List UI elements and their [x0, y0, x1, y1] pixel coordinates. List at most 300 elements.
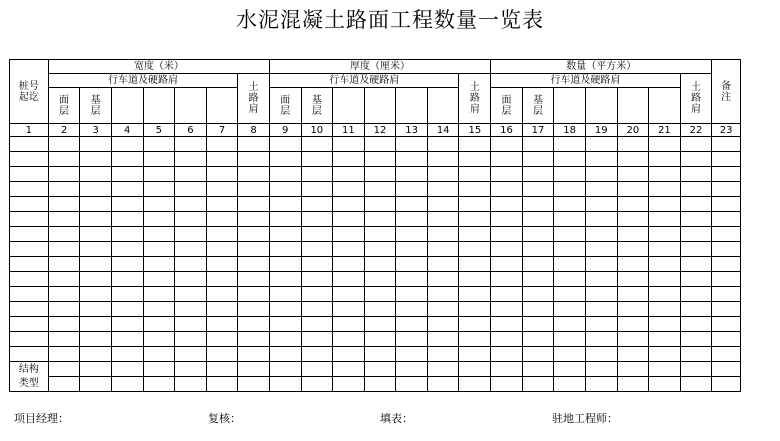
table-cell	[554, 347, 586, 362]
table-cell	[554, 302, 586, 317]
table-cell	[554, 152, 586, 167]
table-cell	[111, 302, 143, 317]
table-cell	[459, 212, 491, 227]
layer-column-header	[269, 88, 301, 124]
table-cell	[48, 317, 80, 332]
table-cell	[554, 227, 586, 242]
table-cell	[649, 167, 681, 182]
table-cell	[617, 167, 649, 182]
column-number: 7	[206, 124, 238, 137]
table-cell	[143, 302, 175, 317]
table-cell	[459, 347, 491, 362]
table-cell	[269, 197, 301, 212]
table-cell	[10, 317, 49, 332]
table-cell	[269, 332, 301, 347]
table-cell	[712, 347, 741, 362]
table-cell	[585, 377, 617, 392]
table-cell	[269, 317, 301, 332]
table-cell	[206, 377, 238, 392]
structure-type-row	[10, 377, 741, 392]
table-cell	[712, 377, 741, 392]
empty-column-header	[143, 88, 175, 124]
table-cell	[649, 317, 681, 332]
layer-label: 面层	[59, 94, 70, 117]
table-cell	[712, 272, 741, 287]
table-cell	[585, 272, 617, 287]
column-number: 15	[459, 124, 491, 137]
column-number: 17	[522, 124, 554, 137]
layer-label: 面层	[280, 94, 291, 117]
table-cell	[364, 167, 396, 182]
empty-column-header	[333, 88, 365, 124]
table-cell	[491, 242, 523, 257]
quantity-group-header: 数量（平方米）	[491, 60, 712, 74]
table-cell	[554, 197, 586, 212]
table-cell	[649, 182, 681, 197]
table-cell	[396, 197, 428, 212]
table-cell	[48, 167, 80, 182]
table-cell	[491, 197, 523, 212]
table-cell	[680, 272, 712, 287]
table-cell	[649, 242, 681, 257]
table-cell	[175, 242, 207, 257]
table-cell	[175, 227, 207, 242]
remarks-header: 备注	[712, 60, 741, 124]
table-cell	[238, 317, 270, 332]
table-cell	[522, 317, 554, 332]
table-cell	[269, 167, 301, 182]
table-cell	[111, 182, 143, 197]
table-cell	[10, 227, 49, 242]
empty-column-header	[649, 88, 681, 124]
station-header: 桩号起讫	[10, 60, 49, 124]
table-cell	[649, 302, 681, 317]
table-cell	[111, 347, 143, 362]
lane-subheader: 行车道及硬路肩	[48, 74, 238, 88]
table-cell	[491, 212, 523, 227]
table-cell	[175, 152, 207, 167]
empty-column-header	[111, 88, 143, 124]
column-number: 18	[554, 124, 586, 137]
table-cell	[333, 167, 365, 182]
column-number: 10	[301, 124, 333, 137]
table-cell	[10, 197, 49, 212]
table-cell	[269, 212, 301, 227]
table-cell	[238, 242, 270, 257]
signature-project-manager: 项目经理：	[14, 412, 69, 425]
table-cell	[48, 362, 80, 377]
column-number: 20	[617, 124, 649, 137]
column-number: 6	[175, 124, 207, 137]
table-cell	[617, 347, 649, 362]
table-cell	[712, 257, 741, 272]
table-cell	[143, 167, 175, 182]
table-cell	[522, 167, 554, 182]
table-cell	[680, 197, 712, 212]
table-cell	[649, 197, 681, 212]
table-cell	[459, 362, 491, 377]
table-cell	[522, 197, 554, 212]
table-cell	[491, 257, 523, 272]
table-cell	[364, 302, 396, 317]
column-number: 9	[269, 124, 301, 137]
table-cell	[364, 287, 396, 302]
table-cell	[396, 242, 428, 257]
table-cell	[333, 227, 365, 242]
table-cell	[712, 212, 741, 227]
table-cell	[680, 167, 712, 182]
table-cell	[48, 377, 80, 392]
table-cell	[491, 137, 523, 152]
table-cell	[175, 167, 207, 182]
table-cell	[301, 362, 333, 377]
table-cell	[143, 257, 175, 272]
table-cell	[333, 242, 365, 257]
table-cell	[364, 212, 396, 227]
table-cell	[491, 182, 523, 197]
header-sub-row	[10, 74, 741, 88]
table-cell	[206, 197, 238, 212]
table-cell	[206, 362, 238, 377]
table-cell	[459, 197, 491, 212]
table-cell	[143, 182, 175, 197]
table-cell	[585, 197, 617, 212]
soil-shoulder-header	[238, 74, 270, 124]
table-cell	[206, 302, 238, 317]
layer-column-header	[491, 88, 523, 124]
table-cell	[48, 332, 80, 347]
table-cell	[269, 362, 301, 377]
table-cell	[459, 287, 491, 302]
table-cell	[269, 347, 301, 362]
width-group-header: 宽度（米）	[48, 60, 269, 74]
table-cell	[649, 377, 681, 392]
table-cell	[333, 287, 365, 302]
table-cell	[712, 332, 741, 347]
table-cell	[48, 287, 80, 302]
table-cell	[301, 137, 333, 152]
table-cell	[617, 287, 649, 302]
table-cell	[712, 242, 741, 257]
table-cell	[333, 197, 365, 212]
table-cell	[491, 227, 523, 242]
table-cell	[111, 137, 143, 152]
table-cell	[522, 287, 554, 302]
table-row	[10, 212, 741, 227]
table-row	[10, 302, 741, 317]
table-cell	[48, 197, 80, 212]
table-cell	[712, 227, 741, 242]
table-cell	[554, 317, 586, 332]
table-cell	[238, 137, 270, 152]
table-cell	[522, 332, 554, 347]
table-cell	[396, 317, 428, 332]
table-cell	[111, 242, 143, 257]
table-cell	[617, 137, 649, 152]
table-cell	[427, 377, 459, 392]
table-cell	[712, 302, 741, 317]
table-cell	[301, 272, 333, 287]
table-cell	[554, 167, 586, 182]
table-cell	[80, 167, 112, 182]
column-number: 1	[10, 124, 49, 137]
table-cell	[175, 257, 207, 272]
table-cell	[238, 182, 270, 197]
table-cell	[491, 332, 523, 347]
table-cell	[427, 167, 459, 182]
table-cell	[206, 212, 238, 227]
table-cell	[333, 272, 365, 287]
table-cell	[680, 347, 712, 362]
table-cell	[10, 137, 49, 152]
table-cell	[111, 227, 143, 242]
table-cell	[206, 287, 238, 302]
table-cell	[585, 242, 617, 257]
table-cell	[175, 377, 207, 392]
table-cell	[617, 182, 649, 197]
table-cell	[554, 287, 586, 302]
table-cell	[585, 347, 617, 362]
table-cell	[617, 317, 649, 332]
table-cell	[143, 377, 175, 392]
column-number: 5	[143, 124, 175, 137]
table-cell	[427, 332, 459, 347]
table-cell	[649, 347, 681, 362]
table-cell	[48, 242, 80, 257]
table-cell	[649, 362, 681, 377]
table-cell	[396, 182, 428, 197]
table-cell	[111, 377, 143, 392]
table-cell	[301, 317, 333, 332]
table-cell	[396, 347, 428, 362]
empty-column-header	[617, 88, 649, 124]
table-cell	[175, 212, 207, 227]
table-cell	[301, 257, 333, 272]
table-cell	[80, 197, 112, 212]
table-cell	[48, 182, 80, 197]
table-cell	[396, 227, 428, 242]
table-cell	[48, 302, 80, 317]
table-row	[10, 182, 741, 197]
table-cell	[554, 137, 586, 152]
table-cell	[617, 332, 649, 347]
table-cell	[111, 332, 143, 347]
table-cell	[175, 302, 207, 317]
table-cell	[427, 347, 459, 362]
table-cell	[48, 137, 80, 152]
table-cell	[333, 257, 365, 272]
column-number: 3	[80, 124, 112, 137]
table-cell	[617, 272, 649, 287]
table-cell	[617, 197, 649, 212]
column-number-row	[10, 124, 741, 137]
table-cell	[238, 272, 270, 287]
table-cell	[10, 287, 49, 302]
table-cell	[712, 362, 741, 377]
table-cell	[111, 287, 143, 302]
table-cell	[206, 272, 238, 287]
table-cell	[175, 362, 207, 377]
table-cell	[491, 287, 523, 302]
table-cell	[522, 182, 554, 197]
table-cell	[333, 332, 365, 347]
table-cell	[333, 137, 365, 152]
table-cell	[111, 152, 143, 167]
table-cell	[680, 287, 712, 302]
header-group-row	[10, 60, 741, 74]
structure-type-label-line2: 类型	[10, 377, 49, 392]
table-cell	[649, 137, 681, 152]
table-cell	[459, 302, 491, 317]
table-cell	[238, 167, 270, 182]
table-cell	[333, 182, 365, 197]
table-cell	[301, 332, 333, 347]
table-cell	[522, 302, 554, 317]
table-cell	[585, 152, 617, 167]
column-number: 14	[427, 124, 459, 137]
table-cell	[427, 317, 459, 332]
table-cell	[680, 317, 712, 332]
table-cell	[427, 302, 459, 317]
table-cell	[522, 242, 554, 257]
empty-column-header	[427, 88, 459, 124]
table-row	[10, 257, 741, 272]
table-cell	[80, 152, 112, 167]
table-cell	[80, 362, 112, 377]
table-cell	[175, 287, 207, 302]
layer-column-header	[80, 88, 112, 124]
table-cell	[10, 347, 49, 362]
table-cell	[301, 227, 333, 242]
layer-label: 面层	[501, 94, 512, 117]
table-cell	[80, 272, 112, 287]
table-cell	[427, 272, 459, 287]
table-cell	[48, 212, 80, 227]
table-cell	[522, 347, 554, 362]
table-cell	[396, 257, 428, 272]
table-cell	[585, 332, 617, 347]
signature-resident-engineer: 驻地工程师：	[552, 412, 618, 425]
table-cell	[459, 152, 491, 167]
table-cell	[333, 302, 365, 317]
column-number: 23	[712, 124, 741, 137]
layer-label: 基层	[90, 94, 101, 117]
table-cell	[364, 347, 396, 362]
table-cell	[111, 212, 143, 227]
table-cell	[80, 227, 112, 242]
table-cell	[522, 152, 554, 167]
table-cell	[269, 257, 301, 272]
table-cell	[238, 332, 270, 347]
table-cell	[585, 302, 617, 317]
table-cell	[238, 377, 270, 392]
table-cell	[111, 197, 143, 212]
table-cell	[269, 377, 301, 392]
table-cell	[680, 377, 712, 392]
table-cell	[427, 227, 459, 242]
table-cell	[427, 257, 459, 272]
table-cell	[427, 362, 459, 377]
table-cell	[459, 377, 491, 392]
table-cell	[143, 137, 175, 152]
table-cell	[491, 302, 523, 317]
table-cell	[459, 242, 491, 257]
table-cell	[649, 227, 681, 242]
table-cell	[269, 302, 301, 317]
table-cell	[111, 167, 143, 182]
table-cell	[554, 182, 586, 197]
table-cell	[269, 182, 301, 197]
table-cell	[585, 362, 617, 377]
empty-column-header	[175, 88, 207, 124]
table-cell	[175, 137, 207, 152]
table-cell	[48, 257, 80, 272]
table-cell	[491, 362, 523, 377]
table-cell	[143, 317, 175, 332]
table-cell	[680, 362, 712, 377]
lane-subheader: 行车道及硬路肩	[269, 74, 459, 88]
table-cell	[617, 257, 649, 272]
table-cell	[712, 167, 741, 182]
table-cell	[427, 182, 459, 197]
empty-column-header	[206, 88, 238, 124]
table-cell	[364, 377, 396, 392]
table-cell	[649, 272, 681, 287]
column-number: 22	[680, 124, 712, 137]
table-cell	[712, 152, 741, 167]
quantity-table	[9, 59, 741, 392]
table-cell	[301, 302, 333, 317]
soil-shoulder-header	[680, 74, 712, 124]
column-number: 16	[491, 124, 523, 137]
table-cell	[459, 257, 491, 272]
table-cell	[206, 347, 238, 362]
table-cell	[396, 167, 428, 182]
table-cell	[585, 287, 617, 302]
table-cell	[459, 227, 491, 242]
table-cell	[396, 287, 428, 302]
table-cell	[491, 317, 523, 332]
table-row	[10, 167, 741, 182]
signature-filler: 填表：	[380, 412, 413, 425]
table-cell	[491, 167, 523, 182]
table-cell	[617, 377, 649, 392]
table-cell	[364, 257, 396, 272]
table-cell	[143, 287, 175, 302]
table-cell	[80, 377, 112, 392]
table-cell	[459, 182, 491, 197]
table-cell	[269, 227, 301, 242]
table-cell	[364, 227, 396, 242]
table-row	[10, 317, 741, 332]
table-cell	[364, 137, 396, 152]
table-cell	[238, 227, 270, 242]
table-cell	[48, 272, 80, 287]
table-cell	[206, 242, 238, 257]
table-cell	[80, 287, 112, 302]
table-cell	[491, 152, 523, 167]
table-cell	[238, 197, 270, 212]
soil-shoulder-label: 土路肩	[248, 82, 259, 115]
table-cell	[143, 347, 175, 362]
table-cell	[301, 197, 333, 212]
table-cell	[585, 167, 617, 182]
column-number: 2	[48, 124, 80, 137]
table-cell	[680, 182, 712, 197]
table-cell	[10, 257, 49, 272]
table-cell	[522, 272, 554, 287]
table-cell	[364, 272, 396, 287]
